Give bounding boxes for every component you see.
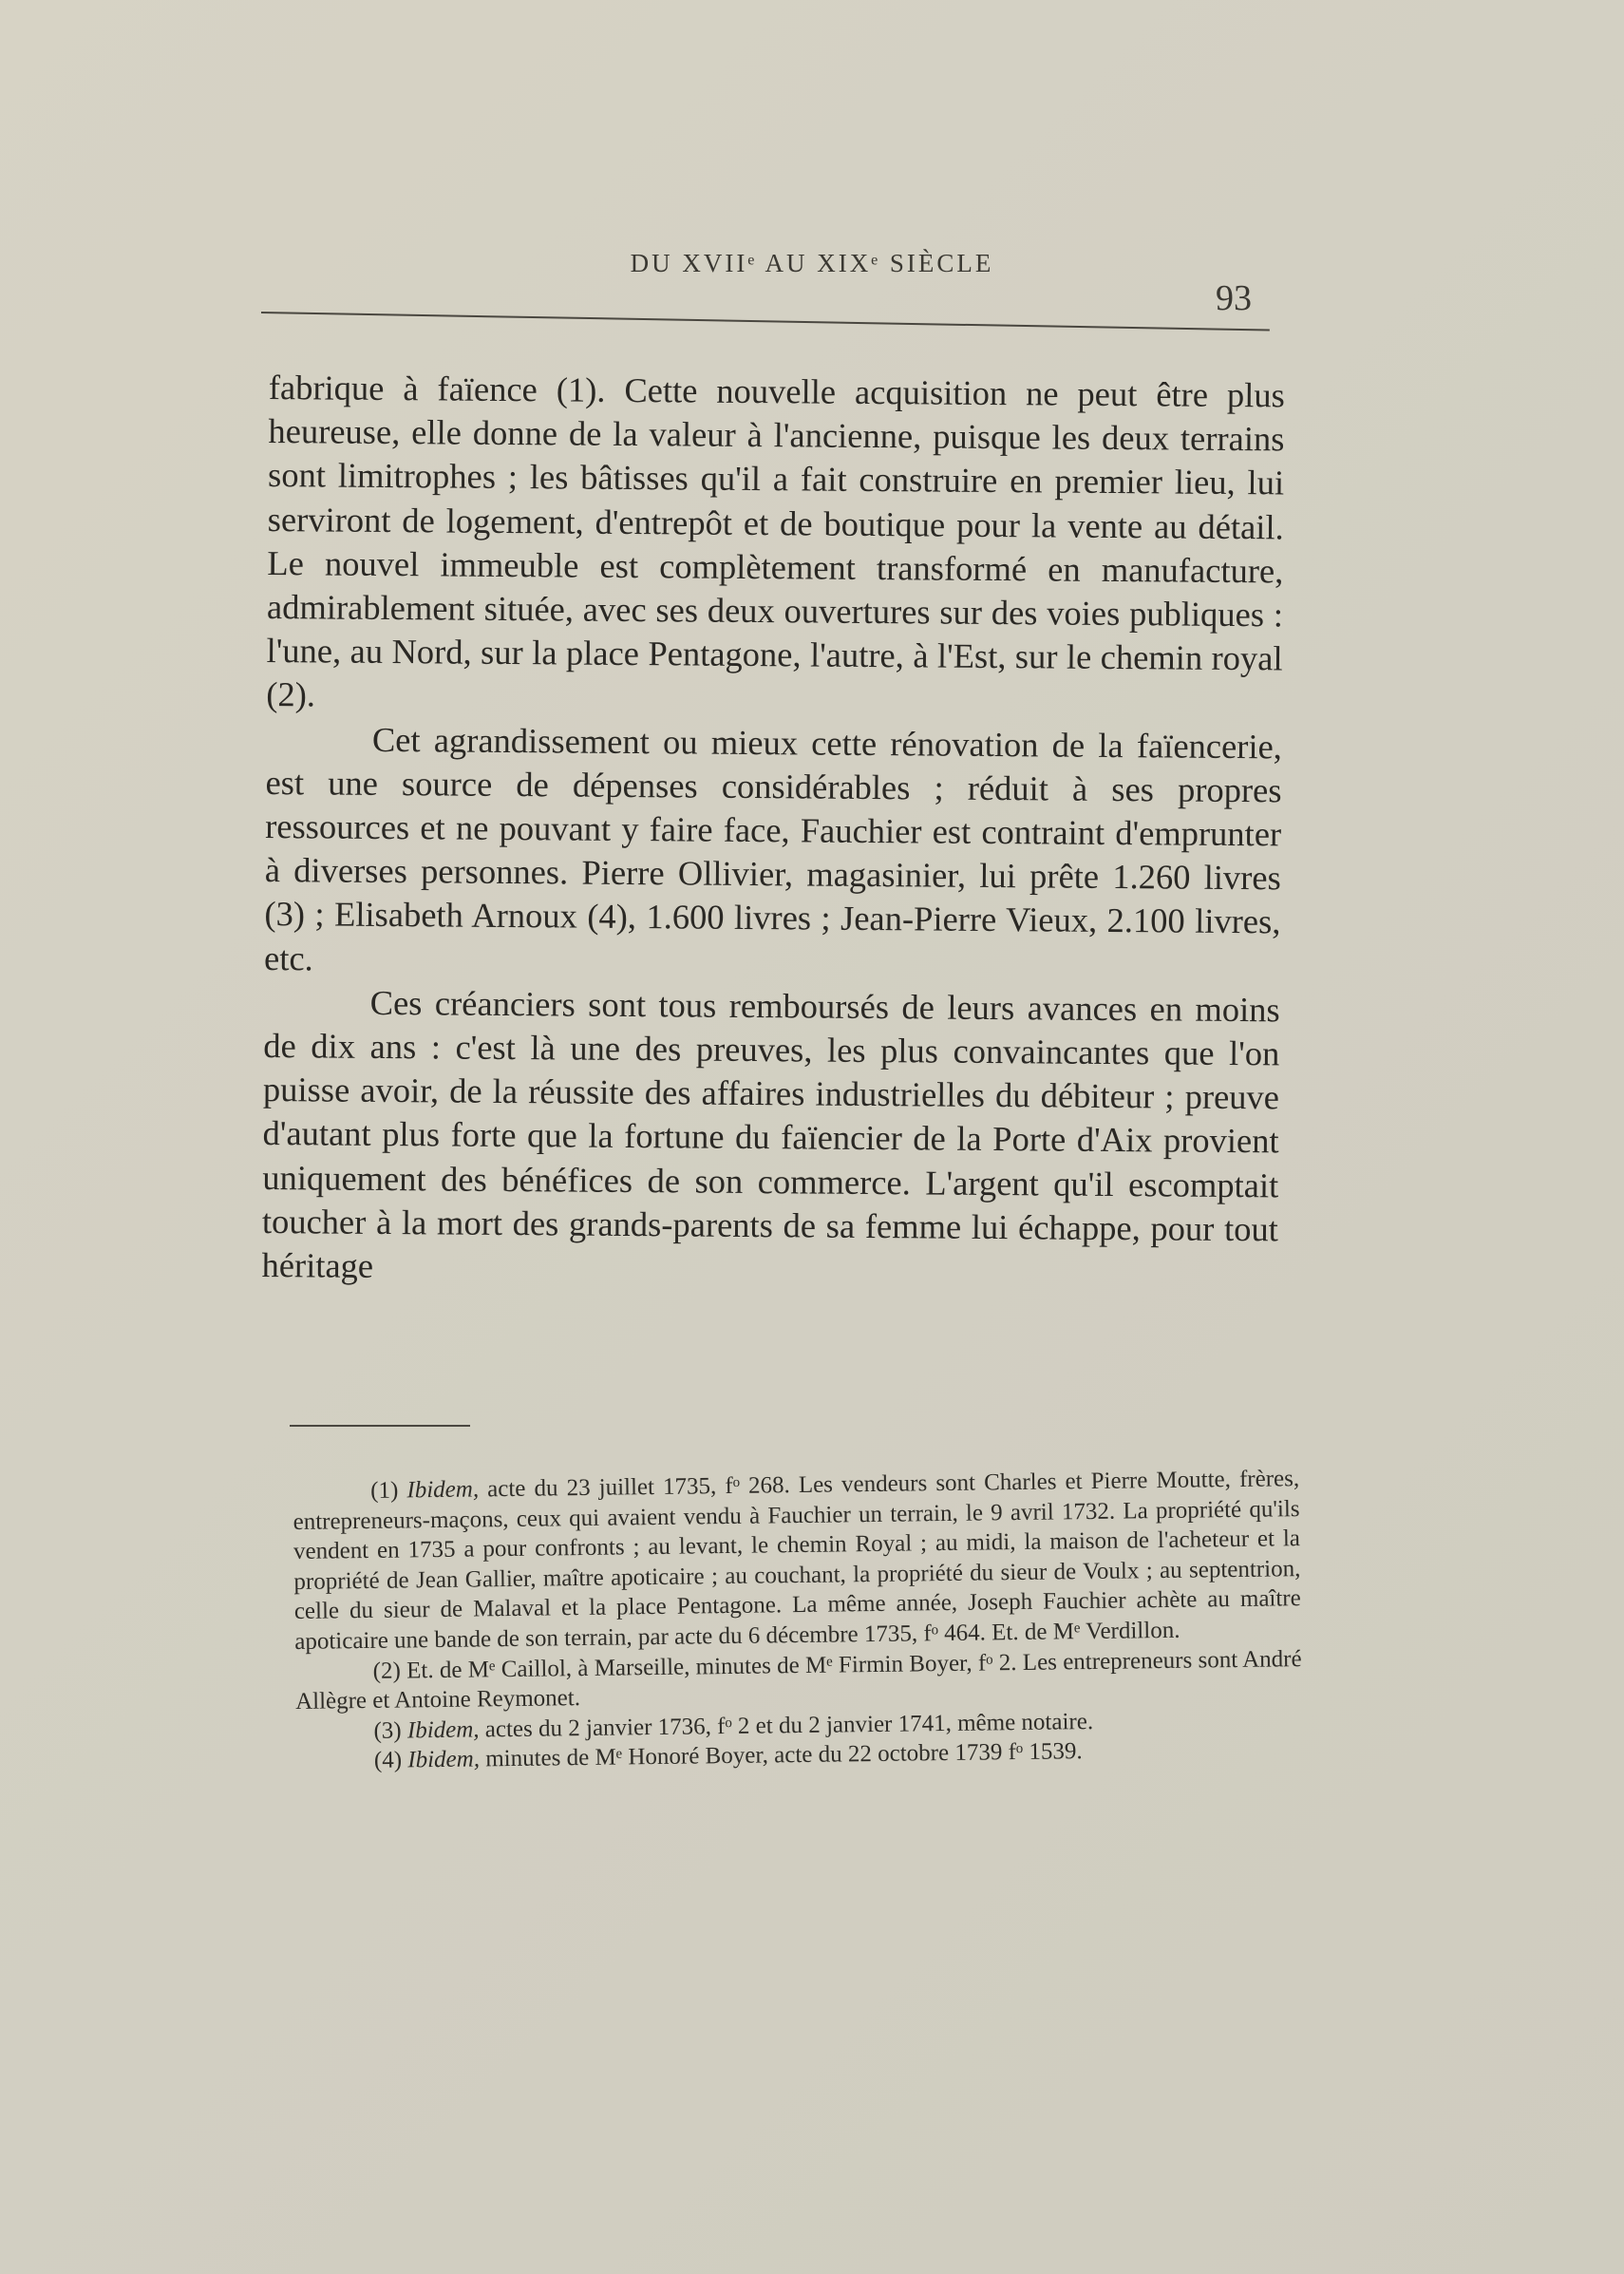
footnote-number: (3)	[373, 1717, 402, 1744]
footnote-number: (1)	[370, 1477, 399, 1504]
running-head: DU XVIIᵉ AU XIXᵉ SIÈCLE	[630, 249, 994, 277]
footnote-reference: Ibidem,	[406, 1476, 480, 1504]
page-number: 93	[1216, 278, 1252, 318]
footnote	[293, 1464, 1301, 1657]
paragraph: Ces créanciers sont tous remboursés de leurs avances en moins de dix ans : c'est là une des preuves, les plus convaincantes que l'on puisse avoir, de la réussite des affaires industrielles du débiteur ; preuve d'autant plus forte que la fortune du faïencier de la Porte d'Aix provient uniquement des bénéfices de son commerce. L'argent qu'il escomptait toucher à la mort des grands-parents de sa femme lui échappe, pour tout héritage	[261, 982, 1280, 1285]
main-text	[261, 366, 1285, 1296]
paragraph: Cet agrandissement ou mieux cette rénovation de la faïencerie, est une source de dépenses considérables ; réduit à ses propres ressources et ne pouvant y faire face, Fauchier est contraint d'emprunter à diverses personnes. Pierre Ollivier, magasinier, lui prête 1.260 livres (3) ; Elisabeth Arnoux (4), 1.600 livres ; Jean-Pierre Vieux, 2.100 livres, etc.	[263, 719, 1283, 978]
footnote-text: minutes de Mᵉ Honoré Boyer, acte du 22 octobre 1739 fᵒ 1539.	[485, 1738, 1083, 1772]
footnote-number: (4)	[373, 1747, 403, 1774]
paragraph: fabrique à faïence (1). Cette nouvelle acquisition ne peut être plus heureuse, elle donne de la valeur à l'ancienne, puisque les deux terrains sont limitrophes ; les bâtisses qu'il a fait construire en premier lieu, lui serviront de logement, d'entrepôt et de boutique pour la vente au détail. Le nouvel immeuble est complètement transformé en manufacture, admirablement située, avec ses deux ouvertures sur des voies publiques : l'une, au Nord, sur la place Pentagone, l'autre, à l'Est, sur le chemin royal (2).	[266, 367, 1285, 714]
footnote-text: acte du 23 juillet 1735, fᵒ 268. Les vendeurs sont Charles et Pierre Moutte, frères, entrepreneurs-maçons, ceux qui avaient vendu à Fauchier un terrain, le 9 avril 1732. La propriété qu'ils vendent en 1735 a pour confronts ; au levant, le chemin Royal ; au midi, la maison de l'acheteur et la propriété de Jean Gallier, maître apoticaire ; au couchant, la propriété du sieur de Voulx ; au septentrion, celle du sieur de Malaval et la place Pentagone. La même année, Joseph Fauchier achète au maître apoticaire une bande de son terrain, par acte du 6 décembre 1735, fᵒ 464. Et. de Mᵉ Verdillon.	[293, 1466, 1301, 1655]
footnote-text: Et. de Mᵉ Caillol, à Marseille, minutes de Mᵉ Firmin Boyer, fᵒ 2. Les entrepreneurs sont André Allègre et Antoine Reymonet.	[294, 1645, 1302, 1715]
header-rule	[261, 312, 1270, 332]
footnote-reference: Ibidem,	[406, 1716, 480, 1744]
footnote-number: (2)	[372, 1658, 402, 1684]
footnote-text: actes du 2 janvier 1736, fᵒ 2 et du 2 janvier 1741, même notaire.	[484, 1708, 1094, 1743]
footnote-reference: Ibidem,	[407, 1746, 481, 1773]
footnote-rule	[290, 1425, 470, 1427]
footnotes	[293, 1464, 1303, 1777]
